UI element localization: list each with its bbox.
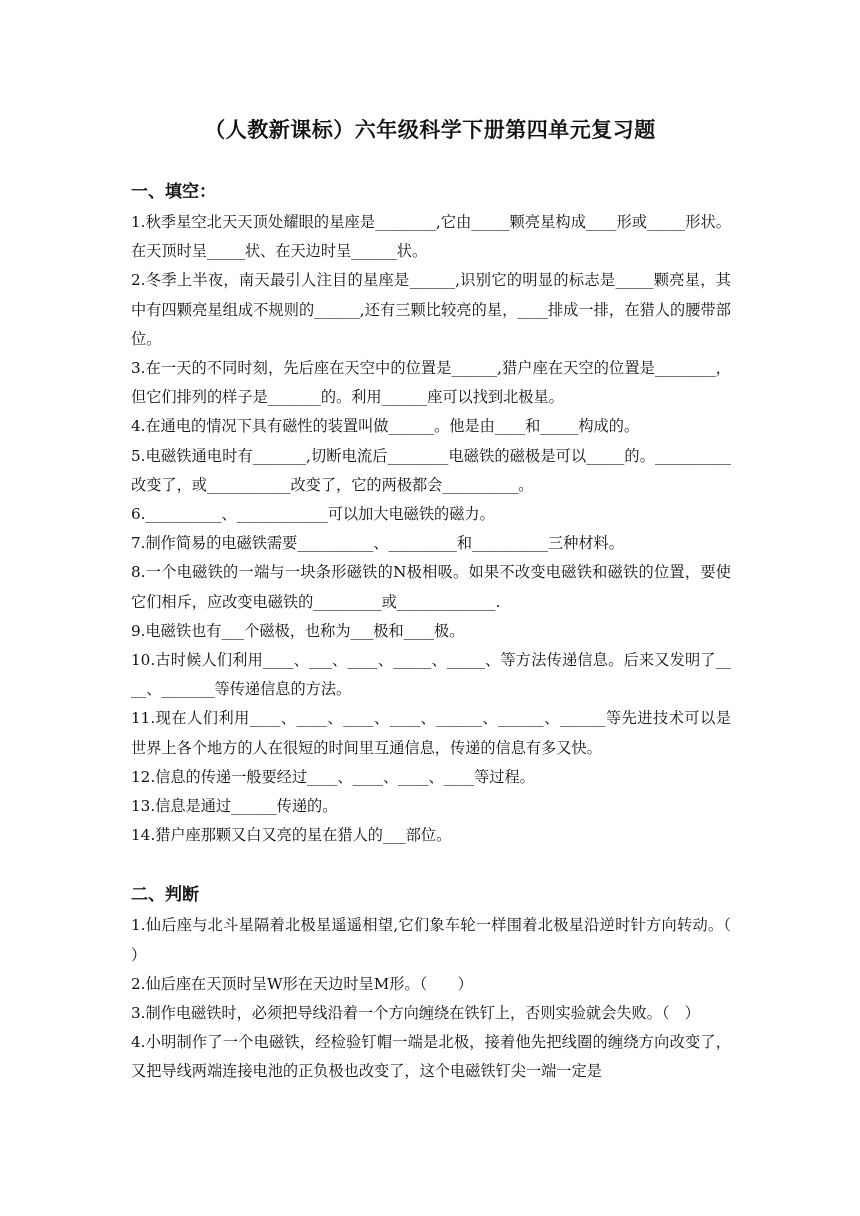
question-item: 14.猎户座那颗又白又亮的星在猎人的___部位。	[131, 826, 452, 845]
question-item: 4.小明制作了一个电磁铁，经检验钉帽一端是北极，接着他先把线圈的缠绕方向改变了，又把导线两端连接电池的正负极也改变了，这个电磁铁钉尖一端一定是	[131, 1033, 731, 1081]
document-title: （人教新课标）六年级科学下册第四单元复习题	[204, 118, 656, 142]
question-item: 3.在一天的不同时刻，先后座在天空中的位置是______,猎户座在天空的位置是________，但它们排列的样子是_______的。利用______座可以找到北极星。	[131, 359, 731, 407]
question-item: 10.古时候人们利用____、___、____、_____、_____、等方法传递信息。后来又发明了____、_______等传递信息的方法。	[131, 651, 731, 699]
question-item: 8.一个电磁铁的一端与一块条形磁铁的N极相吸。如果不改变电磁铁和磁铁的位置，要使它们相斥，应改变电磁铁的_________或_____________.	[131, 563, 731, 611]
question-item: 13.信息是通过______传递的。	[131, 797, 338, 816]
section-heading: 一、填空：	[131, 182, 216, 202]
question-item: 3.制作电磁铁时，必须把导线沿着一个方向缠绕在铁钉上，否则实验就会失败。（ ）	[131, 1004, 700, 1023]
question-item: 6.__________、____________可以加大电磁铁的磁力。	[131, 505, 495, 524]
question-item: 1.仙后座与北斗星隔着北极星遥遥相望,它们象车轮一样围着北极星沿逆时针方向转动。（ ）	[131, 916, 762, 964]
question-item: 12.信息的传递一般要经过____、____、____、____等过程。	[131, 767, 535, 786]
section-fill-in-blank	[131, 176, 731, 850]
section-true-false	[131, 879, 762, 1086]
question-item: 2.冬季上半夜，南天最引人注目的星座是______,识别它的明显的标志是_____颗亮星，其中有四颗亮星组成不规则的______,还有三颗比较亮的星，____排成一排，在猎人的腰带部位。	[131, 271, 731, 348]
document-body	[131, 176, 762, 1087]
question-item: 1.秋季星空北天天顶处耀眼的星座是________,它由_____颗亮星构成____形或_____形状。在天顶时呈_____状、在天边时呈______状。	[131, 213, 731, 261]
question-item: 5.电磁铁通电时有_______,切断电流后________电磁铁的磁极是可以_____的。__________改变了，或___________改变了，它的两极都会__________。	[131, 446, 731, 494]
question-item: 9.电磁铁也有___个磁极，也称为___极和____极。	[131, 621, 465, 640]
question-item: 11.现在人们利用____、____、____、____、______、______、______等先进技术可以是世界上各个地方的人在很短的时间里互通信息，传递的信息有多又快。	[131, 709, 731, 757]
question-item: 2.仙后座在天顶时呈W形在天边时呈M形。（ ）	[131, 974, 473, 993]
section-heading: 二、判断	[131, 885, 199, 906]
question-item: 7.制作简易的电磁铁需要__________、_________和__________三种材料。	[131, 534, 624, 553]
question-item: 4.在通电的情况下具有磁性的装置叫做______。他是由____和_____构成的。	[131, 417, 640, 436]
